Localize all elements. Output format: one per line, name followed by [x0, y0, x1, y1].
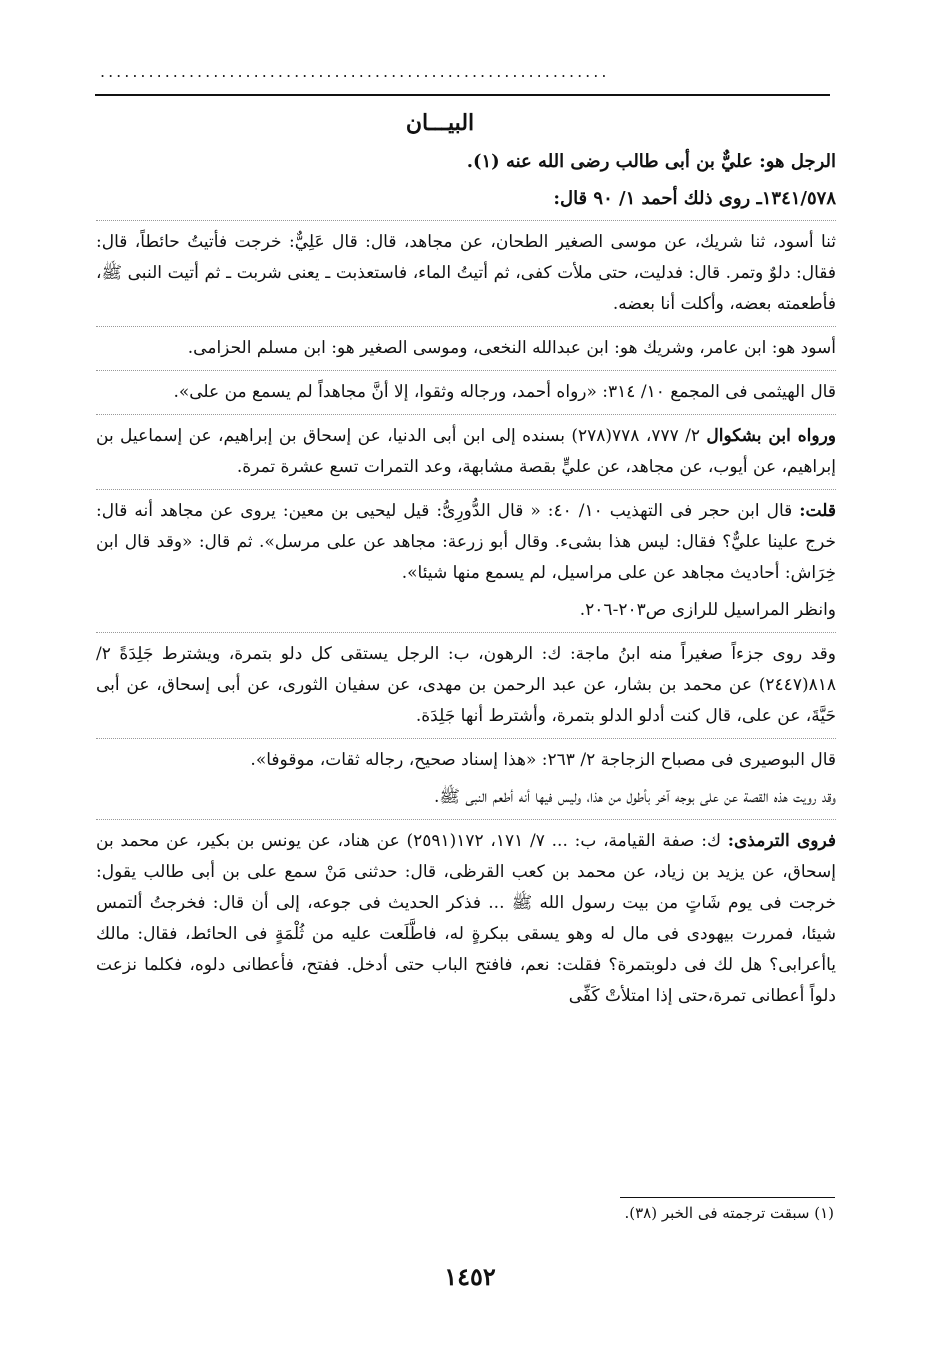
main-text	[96, 146, 836, 1018]
footnote-rule	[620, 1197, 835, 1198]
paragraph-narration: ثنا أسود، ثنا شريك، عن موسى الصغير الطحان، عن مجاهد، قال: قال عَلِيٌّ: خرجت فأتيتُ حائطاً، قال: فقال: دلوٌ وتمر. قال: فدليت، حتى ملأت كفى، ثم أتيتُ الماء، فاستعذبت ـ يعنى شربت ـ ثم أتيت النبى ﷺ، فأطعمته بعضه، وأكلت أنا بعضه.	[96, 232, 836, 314]
paragraph-hadith-number: ١٣٤١/٥٧٨ـ روى ذلك أحمد ١/ ٩٠ قال:	[553, 188, 836, 209]
paragraph-marasil: وانظر المراسيل للرازى ص٢٠٣-٢٠٦.	[579, 600, 836, 620]
dotted-separator: ...............................................................	[100, 62, 610, 78]
dotted-divider	[96, 414, 836, 415]
paragraph-ibn-majah: وقد روى جزءاً صغيراً منه ابنُ ماجة: ك: الرهون، ب: الرجل يستقى كل دلو بتمرة، ويشترط جَلِدَةً ٢/ ٨١٨(٢٤٤٧) عن محمد بن بشار، عن عبد الرحمن بن مهدى، عن سفيان الثورى، عن أبى إسحاق، عن أبى حَيَّةَ، عن على، قال كنت أدلو الدلو بتمرة، وأشترط أنها جَلِدَة.	[96, 644, 836, 726]
paragraph-qultu	[96, 496, 836, 589]
text-tirmidhi: ك: صفة القيامة، ب: ... ٧/ ١٧١، ١٧٢(٢٥٩١) عن هناد، عن يونس بن بكير، عن محمد بن إسحاق، عن يزيد بن زياد، عن محمد بن كعب القرظى، قال: حدثنى مَنْ سمع على بن أبى طالب يقول: خرجت فى يوم شَاتٍ من بيت رسول الله ﷺ ... فذكر الحديث فى جوعه، إلى أن قال: فخرجتُ ألتمس شيئا، فمررت بيهودى فى مال له وهو يسقى ببكرةٍ له، فاطَّلَعت عليه من ثُلْمَةٍ فى الحائط، فقال: مالك ياأعرابى؟ هل لك فى دلوبتمرة؟ فقلت: نعم، فافتح الباب حتى أدخل. ففتح، فأعطانى دلوه، فكلما نزعت دلواً أعطانى تمرة،حتى إذا امتلأتْ كَفِّى	[96, 831, 837, 1006]
paragraph-haythami: قال الهيثمى فى المجمع ١٠/ ٣١٤: «رواه أحمد، ورجاله وثقوا، إلا أنَّ مجاهداً لم يسمع من على».	[173, 382, 836, 402]
section-title: البيـــان	[405, 110, 475, 136]
text-ibn-bashkuwal: ٢/ ٧٧٧، ٧٧٨(٢٧٨) بسنده إلى ابن أبى الدنيا، عن إسحاق بن إبراهيم، عن إسماعيل بن إبراهيم، عن أيوب، عن مجاهد، عن عليٍّ بقصة مشابهة، وعد التمرات تسع عشرة تمرة.	[96, 426, 836, 477]
footnote: (١) سبقت ترجمته فى الخبر (٣٨).	[624, 1204, 834, 1222]
text-qultu: قال ابن حجر فى التهذيب ١٠/ ٤٠: « قال الدُّورِىُّ: قيل ليحيى بن معين: يروى عن مجاهد أنه قال: خرج علينا عليٌّ؟ فقال: ليس هذا بشىء. وقال أبو زرعة: مجاهد عن على مرسل». ثم قال: «وقد قال ابن خِرَاش: أحاديث مجاهد عن على مراسيل، لم يسمع منها شيئا».	[96, 501, 836, 583]
lead-qultu: قلت:	[799, 501, 837, 521]
paragraph-narrators: أسود هو: ابن عامر، وشريك هو: ابن عبدالله النخعى، وموسى الصغير هو: ابن مسلم الحزامى.	[187, 338, 836, 358]
lead-ibn-bashkuwal: ورواه ابن بشكوال	[706, 426, 836, 446]
page-number: ١٤٥٢	[444, 1262, 496, 1291]
dotted-divider	[96, 819, 836, 820]
dotted-divider	[96, 632, 836, 633]
dotted-divider	[96, 489, 836, 490]
dotted-divider	[96, 220, 836, 221]
lead-tirmidhi: فروى الترمذى:	[727, 831, 837, 851]
header-rule	[95, 94, 830, 96]
dotted-divider	[96, 738, 836, 739]
dotted-divider	[96, 326, 836, 327]
paragraph-busiri: قال البوصيرى فى مصباح الزجاجة ٢/ ٢٦٣: «هذا إسناد صحيح، رجاله ثقات، موقوفا».	[250, 750, 836, 770]
paragraph-man-identity: الرجل هو: عليٌّ بن أبى طالب رضى الله عنه (١).	[466, 151, 836, 172]
paragraph-other-version: وقد رويت هذه القصة عن على بوجه آخر بأطول من هذا، وليس فيها أنه أطعم النبى ﷺ.	[433, 787, 836, 807]
dotted-divider	[96, 370, 836, 371]
paragraph-ibn-bashkuwal	[96, 421, 836, 483]
paragraph-tirmidhi	[96, 826, 836, 1012]
